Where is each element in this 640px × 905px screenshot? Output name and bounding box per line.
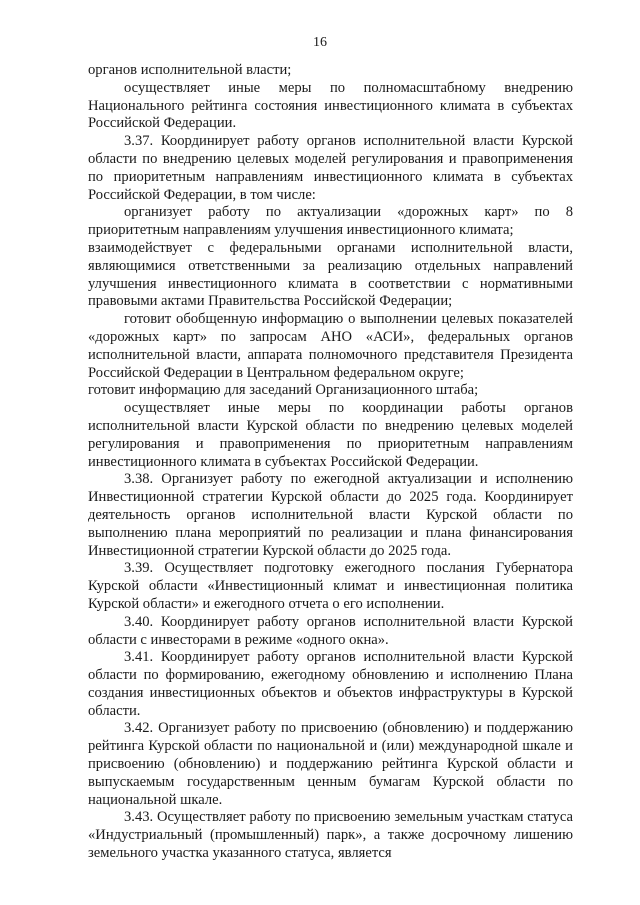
- paragraph: органов исполнительной власти;: [88, 62, 292, 78]
- paragraph: готовит информацию для заседаний Организационного штаба;: [88, 382, 479, 399]
- paragraph: организует работу по актуализации «дорожных карт» по 8 приоритетным направлениям улучшения инвестиционного климата;: [88, 204, 573, 239]
- paragraph: взаимодействует с федеральными органами исполнительной власти, являющимися ответственными за реализацию отдельных направлений улучшения инвестиционного климата в соответствии с нормативными правовыми актами Правительства Российской Федерации;: [88, 239, 573, 310]
- paragraph-3-39: 3.39. Осуществляет подготовку ежегодного послания Губернатора Курской области «Инвестиционный климат и инвестиционная политика Курской области» и ежегодного отчета о его исполнении.: [88, 560, 573, 612]
- page-number: 16: [313, 35, 327, 50]
- document-body: [88, 62, 573, 863]
- paragraph: готовит обобщенную информацию о выполнении целевых показателей «дорожных карт» по запросам АНО «АСИ», федеральных органов исполнительной власти, аппарата полномочного представителя Президента Российской Федерации в Центральном федеральном округе;: [88, 311, 573, 381]
- paragraph-3-41: 3.41. Координирует работу органов исполнительной власти Курской области по формированию, ежегодному обновлению и исполнению Плана создания инвестиционных объектов и объектов инфраструктуры в Курской области.: [88, 649, 573, 719]
- paragraph-3-37: 3.37. Координирует работу органов исполнительной власти Курской области по внедрению целевых моделей регулирования и правоприменения по приоритетным направлениям инвестиционного климата в субъектах Российской Федерации, в том числе:: [88, 133, 573, 203]
- paragraph-3-42: 3.42. Организует работу по присвоению (обновлению) и поддержанию рейтинга Курской области по национальной и (или) международной шкале и присвоению (обновлению) и поддержанию рейтинга Курской области и выпускаемым государственным ценным бумагам Курской области по национальной шкале.: [88, 720, 573, 808]
- paragraph: осуществляет иные меры по координации работы органов исполнительной власти Курской области по внедрению целевых моделей регулирования и правоприменения по приоритетным направлениям инвестиционного климата в субъектах Российской Федерации.: [88, 400, 573, 470]
- paragraph-3-43: 3.43. Осуществляет работу по присвоению земельным участкам статуса «Индустриальный (промышленный) парк», а также досрочному лишению земельного участка указанного статуса, является: [88, 809, 573, 862]
- paragraph-3-40: 3.40. Координирует работу органов исполнительной власти Курской области с инвесторами в режиме «одного окна».: [88, 613, 573, 648]
- paragraph-3-38: 3.38. Организует работу по ежегодной актуализации и исполнению Инвестиционной стратегии Курской области до 2025 года. Координирует деятельность органов исполнительной власти Курской области по выполнению плана мероприятий по реализации и плана финансирования Инвестиционной стратегии Курской области до 2025 года.: [88, 471, 573, 559]
- paragraph: осуществляет иные меры по полномасштабному внедрению Национального рейтинга состояния инвестиционного климата в субъектах Российской Федерации.: [88, 79, 573, 132]
